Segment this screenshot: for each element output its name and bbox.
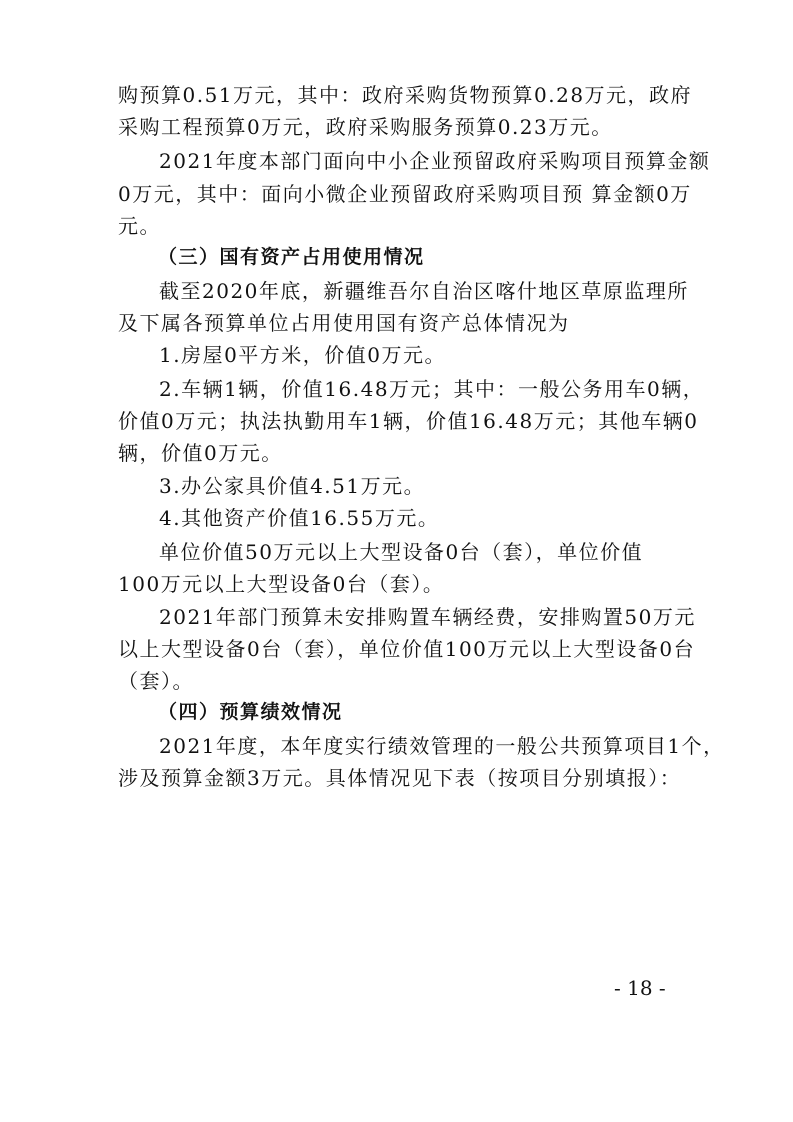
body-line: 元。	[118, 214, 161, 238]
body-line: 辆，价值0万元。	[118, 441, 283, 465]
list-item: 2.车辆1辆，价值16.48万元；其中：一般公务用车0辆，	[159, 377, 705, 401]
section-heading-performance: （四）预算绩效情况	[158, 701, 343, 723]
body-line: 涉及预算金额3万元。具体情况见下表（按项目分别填报）：	[118, 766, 682, 790]
body-line: 单位价值50万元以上大型设备0台（套），单位价值	[159, 540, 644, 564]
list-item: 1.房屋0平方米，价值0万元。	[159, 343, 447, 367]
body-line: 2021年度本部门面向中小企业预留政府采购项目预算金额	[159, 149, 711, 173]
body-line: 0万元，其中：面向小微企业预留政府采购项目预 算金额0万	[118, 182, 692, 206]
page-number: - 18 -	[614, 976, 666, 1000]
body-line: （套）。	[118, 669, 194, 693]
list-item: 3.办公家具价值4.51万元。	[159, 474, 426, 498]
body-line: 以上大型设备0台（套），单位价值100万元以上大型设备0台	[118, 637, 696, 661]
body-line: 购预算0.51万元，其中：政府采购货物预算0.28万元，政府	[118, 83, 693, 107]
body-line: 2021年度，本年度实行绩效管理的一般公共预算项目1个，	[159, 734, 725, 758]
body-line: 100万元以上大型设备0台（套）。	[118, 572, 445, 596]
body-line: 价值0万元；执法执勤用车1辆，价值16.48万元；其他车辆0	[118, 409, 699, 433]
section-heading-assets: （三）国有资产占用使用情况	[158, 246, 425, 268]
body-line: 采购工程预算0万元，政府采购服务预算0.23万元。	[118, 115, 613, 139]
list-item: 4.其他资产价值16.55万元。	[159, 506, 440, 530]
body-line: 及下属各预算单位占用使用国有资产总体情况为	[118, 311, 570, 335]
body-line: 2021年部门预算未安排购置车辆经费，安排购置50万元	[159, 605, 696, 629]
body-line: 截至2020年底，新疆维吾尔自治区喀什地区草原监理所	[159, 279, 689, 303]
